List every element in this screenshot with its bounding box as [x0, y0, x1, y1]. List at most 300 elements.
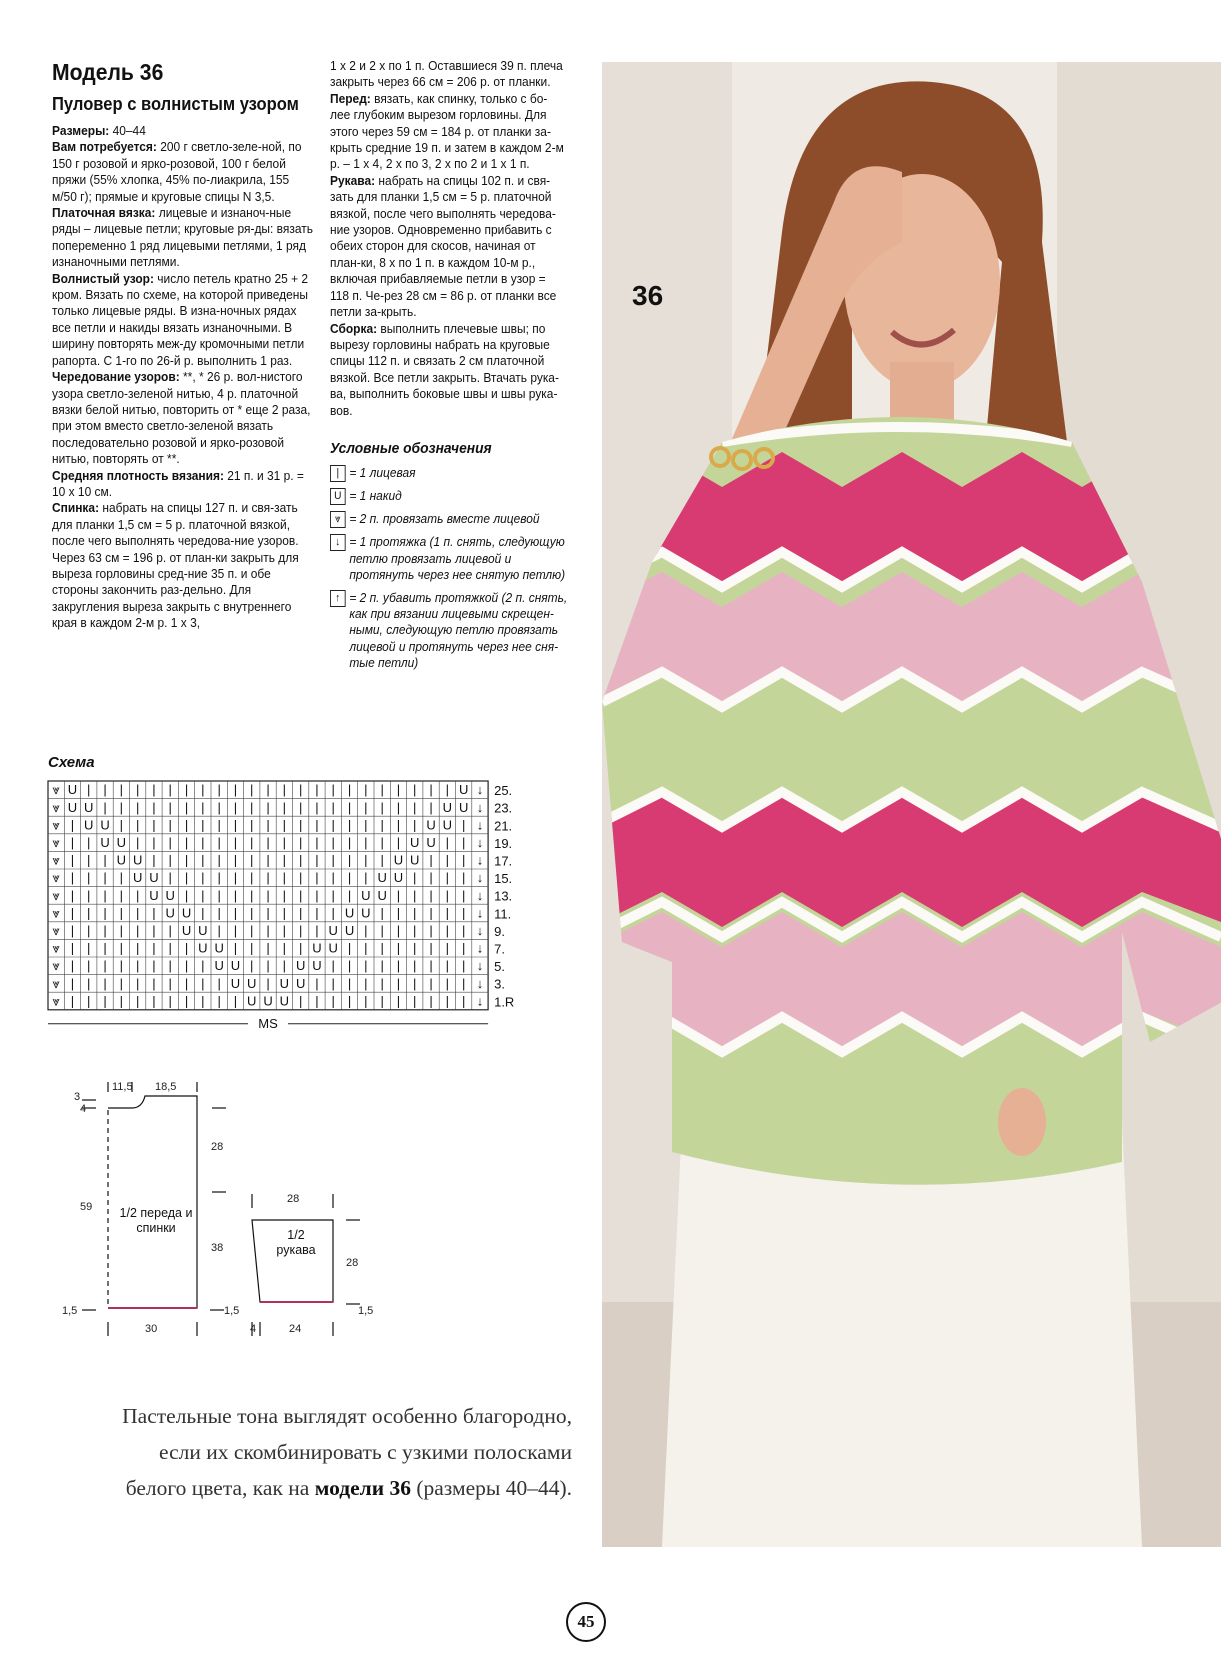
chart-cell-symbol: |	[168, 993, 172, 1009]
chart-cell-symbol: |	[413, 799, 417, 815]
chart-cell-symbol: |	[119, 887, 124, 903]
chart-cell-symbol: |	[201, 993, 205, 1009]
chart-cell-symbol: U	[410, 835, 420, 850]
chart-cell-symbol: |	[298, 817, 303, 833]
chart-cell-symbol: |	[266, 835, 270, 850]
chart-cell-symbol: U	[295, 975, 306, 991]
chart-cell-symbol: |	[119, 940, 124, 956]
caption-line-2: если их скомбинировать с узкими полосками	[159, 1440, 572, 1464]
chart-cell-symbol: |	[380, 799, 384, 815]
chart-cell-symbol: |	[282, 870, 287, 886]
chart-cell-symbol: |	[250, 799, 254, 815]
materials-label: Вам потребуется:	[52, 139, 157, 155]
chart-cell-symbol: |	[152, 817, 156, 833]
chart-cell-symbol: |	[70, 993, 75, 1009]
chart-cell-symbol: ↓	[476, 905, 484, 921]
chart-cell-symbol: |	[87, 870, 91, 886]
materials-text: 200 г светло-зеле-ной, по 150 г розовой и ярко-розовой, 100 г белой пряжи (55% хлопка, 45% по-лиакрила, 155 м/50 г); прямые и круговые спицы N 3,5.	[52, 139, 302, 204]
wave-pattern-label: Волнистый узор:	[52, 270, 154, 286]
chart-cell-symbol: |	[413, 940, 417, 956]
chart-cell-symbol: |	[315, 817, 319, 833]
chart-cell-symbol: |	[413, 905, 417, 921]
chart-cell-symbol: |	[315, 835, 319, 850]
chart-cell-symbol: U	[149, 870, 159, 886]
chart-cell-symbol: |	[152, 799, 156, 815]
chart-cell-symbol: |	[184, 799, 189, 815]
chart-cell-symbol: |	[250, 835, 254, 850]
legend-text: = 2 п. убавить протяжкой (2 п. снять, как при вязании лицевыми скрещен-ными, следующую петлю провязать лицевой и протянуть через нее сня-тые петли)	[349, 589, 568, 671]
chart-cell-symbol: |	[201, 835, 205, 850]
chart-cell-symbol: |	[396, 905, 401, 921]
chart-cell-symbol: ↓	[476, 958, 484, 974]
model-number-badge: 36	[632, 280, 664, 311]
chart-cell-symbol: |	[298, 799, 303, 815]
chart-cell-symbol: |	[347, 940, 352, 956]
chart-cell-symbol: |	[168, 958, 172, 974]
back-text: набрать на спицы 127 п. и свя-зать для планки 1,5 см = 5 р. платочной вязкой, после чего выполнять чередова-ние узоров. Через 63 см = 196 р. от план-ки закрыть для выреза горловины сред-ние 35 п. и обе стороны закончить раз-дельно. Для закругления выреза закрыть с внутреннего края в каждом 2-м р. 1 х 3,	[52, 500, 299, 631]
chart-cell-symbol: |	[445, 923, 450, 938]
chart-cell-symbol: |	[396, 817, 401, 833]
chart-cell-symbol: |	[380, 923, 384, 938]
knit-symbol-icon: |	[330, 465, 346, 482]
chart-cell-symbol: |	[103, 993, 107, 1009]
yarn-over-symbol-icon: U	[330, 488, 346, 505]
body-piece-label: 1/2 переда и спинки	[119, 1206, 193, 1235]
chart-cell-symbol: |	[184, 835, 189, 850]
chart-cell-symbol: |	[70, 870, 75, 886]
chart-cell-symbol: |	[315, 870, 319, 886]
chart-cell-symbol: |	[135, 940, 140, 956]
chart-cell-symbol: ↓	[476, 799, 484, 815]
chart-cell-symbol: |	[380, 993, 384, 1009]
chart-cell-symbol: |	[331, 817, 335, 833]
chart-cell-symbol: |	[233, 852, 238, 868]
chart-cell-symbol: |	[266, 940, 270, 956]
chart-cell-symbol: ↓	[476, 817, 484, 833]
chart-cell-symbol: |	[184, 852, 189, 868]
chart-cell-symbol: |	[413, 975, 417, 991]
chart-cell-symbol: U	[214, 958, 224, 974]
chart-cell-symbol: |	[429, 852, 433, 868]
chart-cell-symbol: ⩔	[52, 993, 60, 1009]
chart-cell-symbol: |	[396, 923, 401, 938]
wave-pattern-text: число петель кратно 25 + 2 кром. Вязать по схеме, на которой приведены только лицевые ряды. В изна-ночных рядах все петли и накиды вязать изнаночными. В ширину повторять меж-ду кромочными петли рапорта. С 1-го по 26-й р. выполнить 1 раз.	[52, 270, 309, 368]
chart-cell-symbol: U	[165, 905, 175, 921]
chart-cell-symbol: |	[135, 835, 140, 850]
chart-cell-symbol: ↓	[476, 835, 484, 850]
chart-cell-symbol: |	[413, 887, 417, 903]
chart-cell-symbol: |	[103, 799, 107, 815]
chart-cell-symbol: |	[347, 817, 352, 833]
chart-cell-symbol: |	[103, 958, 107, 974]
chart-cell-symbol: |	[445, 852, 450, 868]
chart-cell-symbol: |	[250, 923, 254, 938]
chart-cell-symbol: |	[168, 782, 172, 798]
chart-cell-symbol: |	[201, 887, 205, 903]
chart-cell-symbol: U	[198, 923, 208, 938]
chart-row-label: 19.	[494, 835, 513, 851]
chart-cell-symbol: |	[233, 870, 238, 886]
chart-cell-symbol: |	[396, 940, 401, 956]
legend-text: = 1 накид	[349, 488, 402, 504]
chart-cell-symbol: |	[168, 852, 172, 868]
chart-cell-symbol: |	[233, 940, 238, 956]
chart-row-label: 9.	[494, 923, 505, 939]
chart-cell-symbol: |	[429, 940, 433, 956]
chart-cell-symbol: |	[315, 975, 319, 991]
dim-neck-depth-a: 3	[74, 1091, 81, 1103]
density-label: Средняя плотность вязания:	[52, 467, 224, 483]
dim-sleeve-band: 1,5	[358, 1305, 374, 1317]
front-text: вязать, как спинку, только с бо-лее глубоким вырезом горловины. Для этого через 59 см = 184 р. от планки за-крыть средние 19 п. и затем в каждом 2-м р. – 1 х 4, 2 х по 3, 2 х по 2 и 1 х 1 п.	[330, 90, 564, 172]
chart-cell-symbol: |	[461, 835, 466, 850]
chart-cell-symbol: |	[364, 852, 368, 868]
dim-neck-width: 11,5	[112, 1081, 133, 1093]
chart-cell-symbol: |	[364, 870, 368, 886]
chart-cell-symbol: |	[184, 940, 189, 956]
chart-cell-symbol: |	[119, 799, 124, 815]
model-title: Модель 36	[52, 59, 164, 85]
chart-cell-symbol: |	[119, 905, 124, 921]
chart-cell-symbol: U	[377, 870, 387, 886]
dim-band-right: 1,5	[224, 1305, 240, 1317]
chart-cell-symbol: |	[152, 958, 156, 974]
chart-row-label: 23.	[494, 800, 513, 816]
chart-cell-symbol: |	[135, 782, 140, 798]
sizes-text: 40–44	[109, 123, 146, 138]
k2tog-symbol-icon: ⩔	[330, 511, 346, 528]
chart-cell-symbol: |	[315, 905, 319, 921]
chart-cell-symbol: |	[250, 905, 254, 921]
chart-row-label: 3.	[494, 976, 505, 992]
dim-sleeve-height: 28	[346, 1257, 359, 1269]
chart-cell-symbol: U	[116, 835, 127, 850]
chart-cell-symbol: |	[250, 852, 254, 868]
chart-cell-symbol: U	[344, 905, 355, 921]
chart-cell-symbol: U	[84, 817, 94, 833]
chart-cell-symbol: U	[247, 975, 257, 991]
chart-cell-symbol: |	[250, 870, 254, 886]
chart-cell-symbol: |	[135, 799, 140, 815]
chart-cell-symbol: U	[361, 887, 371, 903]
chart-cell-symbol: |	[380, 975, 384, 991]
chart-cell-symbol: |	[103, 905, 107, 921]
chart-cell-symbol: |	[331, 782, 335, 798]
chart-cell-symbol: U	[230, 958, 241, 974]
chart-cell-symbol: |	[250, 887, 254, 903]
chart-cell-symbol: |	[266, 905, 270, 921]
chart-cell-symbol: U	[393, 852, 404, 868]
chart-row-label: 5.	[494, 959, 505, 975]
chart-cell-symbol: |	[396, 958, 401, 974]
chart-cell-symbol: |	[70, 923, 75, 938]
chart-cell-symbol: |	[250, 817, 254, 833]
chart-cell-symbol: |	[168, 923, 172, 938]
chart-cell-symbol: |	[315, 799, 319, 815]
chart-cell-symbol: |	[119, 870, 124, 886]
chart-cell-symbol: |	[331, 905, 335, 921]
chart-cell-symbol: U	[442, 817, 453, 833]
chart-cell-symbol: |	[347, 852, 352, 868]
chart-cell-symbol: U	[344, 923, 355, 938]
chart-cell-symbol: |	[331, 975, 335, 991]
chart-cell-symbol: |	[298, 905, 303, 921]
assembly-text: выполнить плечевые швы; по вырезу горловины набрать на круговые спицы 112 п. и связать 2 см платочной вязкой. Все петли закрыть. Втачать рука-ва, выполнить боковые швы и швы рука-вов.	[330, 320, 559, 418]
chart-cell-symbol: |	[282, 817, 287, 833]
chart-cell-symbol: |	[70, 905, 75, 921]
chart-cell-symbol: |	[298, 923, 303, 938]
chart-cell-symbol: |	[461, 905, 466, 921]
chart-cell-symbol: U	[295, 958, 306, 974]
chart-cell-symbol: |	[266, 923, 270, 938]
chart-cell-symbol: ↓	[476, 975, 484, 991]
chart-cell-symbol: U	[442, 799, 453, 815]
chart-cell-symbol: |	[184, 887, 189, 903]
chart-cell-symbol: |	[347, 870, 352, 886]
chart-cell-symbol: |	[103, 975, 107, 991]
chart-cell-symbol: |	[87, 975, 91, 991]
chart-cell-symbol: U	[361, 905, 371, 921]
chart-cell-symbol: |	[70, 852, 75, 868]
chart-cell-symbol: U	[165, 887, 175, 903]
chart-cell-symbol: |	[184, 782, 189, 798]
legend-title: Условные обозначения	[330, 439, 492, 457]
chart-cell-symbol: |	[282, 852, 287, 868]
chart-cell-symbol: |	[152, 782, 156, 798]
chart-cell-symbol: |	[413, 958, 417, 974]
chart-cell-symbol: |	[347, 958, 352, 974]
sizes-label: Размеры:	[52, 123, 110, 138]
chart-cell-symbol: |	[282, 835, 287, 850]
chart-cell-symbol: |	[331, 887, 335, 903]
chart-cell-symbol: |	[364, 975, 368, 991]
dim-sleeve-bottom: 24	[289, 1323, 302, 1335]
chart-cell-symbol: U	[247, 993, 257, 1009]
chart-cell-symbol: |	[119, 958, 124, 974]
chart-row-label: 17.	[494, 853, 513, 869]
chart-cell-symbol: |	[135, 923, 140, 938]
dim-body-height: 59	[80, 1201, 93, 1213]
chart-cell-symbol: |	[152, 975, 156, 991]
legend-text: = 2 п. провязать вместе лицевой	[349, 511, 540, 527]
page-number: 45	[566, 1602, 606, 1642]
chart-cell-symbol: U	[426, 835, 436, 850]
chart-cell-symbol: |	[87, 993, 91, 1009]
chart-cell-symbol: |	[282, 799, 287, 815]
chart-cell-symbol: |	[429, 975, 433, 991]
chart-cell-symbol: U	[410, 852, 420, 868]
chart-cell-symbol: |	[135, 905, 140, 921]
chart-row-label: 25.	[494, 783, 513, 799]
chart-row-label: 11.	[494, 906, 512, 922]
chart-cell-symbol: |	[70, 887, 75, 903]
caption-model-ref: модели 36	[314, 1476, 411, 1500]
chart-cell-symbol: |	[445, 887, 450, 903]
chart-cell-symbol: |	[396, 835, 401, 850]
chart-cell-symbol: |	[233, 799, 238, 815]
chart-cell-symbol: |	[429, 887, 433, 903]
chart-cell-symbol: U	[100, 817, 110, 833]
caption-line-1: Пастельные тона выглядят особенно благородно,	[122, 1404, 572, 1428]
chart-cell-symbol: |	[266, 870, 270, 886]
chart-cell-symbol: U	[312, 940, 322, 956]
chart-cell-symbol: |	[282, 940, 287, 956]
chart-cell-symbol: ⩔	[52, 940, 60, 956]
chart-cell-symbol: |	[315, 887, 319, 903]
chart-cell-symbol: |	[445, 975, 450, 991]
chart-cell-symbol: |	[152, 905, 156, 921]
chart-cell-symbol: ⩔	[52, 975, 60, 991]
chart-cell-symbol: ⩔	[52, 870, 60, 886]
chart-cell-symbol: ↓	[476, 870, 484, 886]
chart-cell-symbol: |	[250, 940, 254, 956]
chart-cell-symbol: |	[233, 817, 238, 833]
chart-cell-symbol: |	[364, 782, 368, 798]
chart-cell-symbol: |	[168, 799, 172, 815]
chart-row-label: 7.	[494, 941, 505, 957]
sleeve-piece-label: 1/2 рукава	[276, 1228, 316, 1257]
chart-cell-symbol: |	[103, 782, 107, 798]
chart-cell-symbol: U	[263, 993, 273, 1009]
chart-cell-symbol: |	[152, 923, 156, 938]
alternation-text: **, * 26 р. вол-нистого узора светло-зеленой нитью, 4 р. платочной вязки белой нитью, повторить от * еще 2 раза, при этом вместо светло-зеленой вязать последовательно розовой и ярко-розовой нитью, повторять от **.	[52, 369, 311, 467]
chart-cell-symbol: |	[298, 940, 303, 956]
chart-cell-symbol: U	[230, 975, 241, 991]
chart-cell-symbol: ⩔	[52, 887, 60, 903]
chart-cell-symbol: |	[217, 993, 221, 1009]
chart-cell-symbol: U	[458, 782, 469, 798]
chart-cell-symbol: |	[282, 782, 287, 798]
legend-text: = 1 лицевая	[349, 465, 416, 481]
chart-cell-symbol: |	[87, 852, 91, 868]
chart-cell-symbol: |	[70, 817, 75, 833]
chart-cell-symbol: |	[461, 923, 466, 938]
chart-cell-symbol: |	[298, 852, 303, 868]
chart-cell-symbol: U	[67, 782, 78, 798]
chart-cell-symbol: |	[331, 835, 335, 850]
dim-side-height: 38	[211, 1242, 224, 1254]
chart-cell-symbol: |	[217, 887, 221, 903]
chart-cell-symbol: |	[347, 887, 352, 903]
chart-cell-symbol: U	[279, 993, 290, 1009]
chart-cell-symbol: |	[266, 852, 270, 868]
chart-cell-symbol: ⩔	[52, 835, 60, 850]
chart-cell-symbol: |	[70, 940, 75, 956]
chart-cell-symbol: |	[380, 817, 384, 833]
stockinette-text: лицевые и изнаноч-ные ряды – лицевые петли; круговые ря-ды: вязать попеременно 1 ряд лицевыми петлями, 1 ряд изнаночными петлями.	[52, 205, 313, 270]
chart-cell-symbol: |	[119, 782, 124, 798]
chart-cell-symbol: |	[135, 975, 140, 991]
chart-cell-symbol: |	[233, 905, 238, 921]
chart-cell-symbol: |	[364, 835, 368, 850]
knitting-chart	[0, 0, 600, 1060]
chart-cell-symbol: |	[298, 835, 303, 850]
chart-cell-symbol: |	[152, 852, 156, 868]
chart-cell-symbol: |	[331, 993, 335, 1009]
chart-cell-symbol: ⩔	[52, 923, 60, 938]
chart-cell-symbol: |	[298, 782, 303, 798]
dim-neck-depth-b: 4	[80, 1103, 87, 1115]
chart-cell-symbol: U	[116, 852, 127, 868]
chart-cell-symbol: |	[201, 817, 205, 833]
chart-cell-symbol: |	[461, 817, 466, 833]
chart-cell-symbol: U	[149, 887, 159, 903]
chart-cell-symbol: |	[380, 940, 384, 956]
chart-cell-symbol: |	[282, 958, 287, 974]
chart-cell-symbol: |	[184, 993, 189, 1009]
chart-cell-symbol: |	[119, 923, 124, 938]
dim-shoulder-width: 18,5	[155, 1081, 177, 1093]
chart-cell-symbol: |	[103, 940, 107, 956]
chart-cell-symbol: ↓	[476, 993, 484, 1009]
chart-cell-symbol: |	[233, 887, 238, 903]
chart-cell-symbol: |	[364, 940, 368, 956]
back-label: Спинка:	[52, 500, 100, 516]
chart-cell-symbol: |	[266, 975, 270, 991]
chart-cell-symbol: ↓	[476, 782, 484, 798]
front-label: Перед:	[330, 90, 371, 106]
chart-cell-symbol: |	[168, 817, 172, 833]
chart-cell-symbol: U	[84, 799, 94, 815]
chart-cell-symbol: |	[87, 887, 91, 903]
chart-cell-symbol: ⩔	[52, 817, 60, 833]
chart-cell-symbol: |	[380, 958, 384, 974]
chart-cell-symbol: U	[426, 817, 436, 833]
chart-cell-symbol: U	[100, 835, 110, 850]
chart-cell-symbol: |	[347, 799, 352, 815]
chart-cell-symbol: |	[347, 993, 352, 1009]
chart-cell-symbol: |	[135, 993, 140, 1009]
chart-cell-symbol: |	[201, 870, 205, 886]
chart-cell-symbol: |	[168, 940, 172, 956]
chart-cell-symbol: |	[168, 975, 172, 991]
chart-cell-symbol: |	[364, 958, 368, 974]
chart-cell-symbol: |	[461, 940, 466, 956]
chart-cell-symbol: U	[181, 905, 192, 921]
chart-row-label: 15.	[494, 871, 513, 887]
chart-cell-symbol: |	[201, 782, 205, 798]
chart-cell-symbol: |	[445, 940, 450, 956]
chart-cell-symbol: |	[331, 799, 335, 815]
chart-cell-symbol: |	[119, 975, 124, 991]
chart-cell-symbol: |	[396, 975, 401, 991]
chart-cell-symbol: |	[233, 782, 238, 798]
chart-cell-symbol: |	[461, 870, 466, 886]
chart-cell-symbol: ⩔	[52, 782, 60, 798]
chart-cell-symbol: |	[429, 923, 433, 938]
chart-cell-symbol: |	[445, 870, 450, 886]
chart-cell-symbol: |	[380, 835, 384, 850]
chart-cell-symbol: |	[396, 782, 401, 798]
chart-cell-symbol: ⩔	[52, 799, 60, 815]
chart-cell-symbol: |	[70, 835, 75, 850]
chart-cell-symbol: |	[396, 993, 401, 1009]
chart-cell-symbol: |	[445, 905, 450, 921]
chart-cell-symbol: |	[184, 817, 189, 833]
chart-cell-symbol: U	[328, 940, 338, 956]
chart-cell-symbol: |	[461, 887, 466, 903]
chart-cell-symbol: |	[315, 782, 319, 798]
chart-cell-symbol: |	[217, 870, 221, 886]
chart-cell-symbol: |	[87, 958, 91, 974]
skirt	[662, 1122, 1142, 1547]
chart-cell-symbol: |	[461, 993, 466, 1009]
chart-cell-symbol: |	[168, 835, 172, 850]
chart-cell-symbol: |	[445, 993, 450, 1009]
chart-cell-symbol: |	[217, 923, 221, 938]
chart-cell-symbol: |	[135, 817, 140, 833]
chart-cell-symbol: U	[393, 870, 404, 886]
